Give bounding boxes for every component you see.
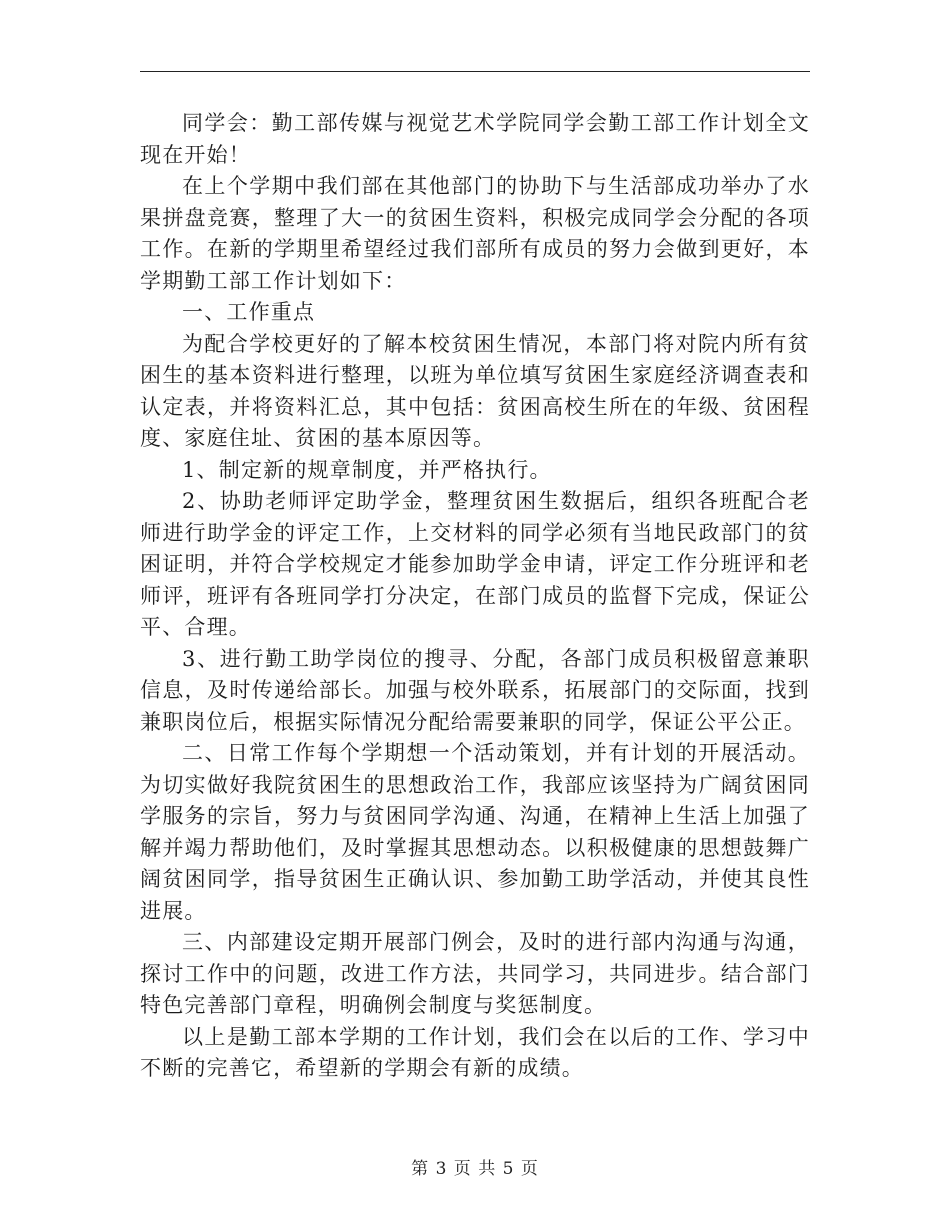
paragraph-focus-body: 为配合学校更好的了解本校贫困生情况，本部门将对院内所有贫困生的基本资料进行整理，以班为单位填写贫困生家庭经济调查表和认定表，并将资料汇总，其中包括：贫困高校生所在的年级、贫困程度、家庭住址、贫困的基本原因等。 [140, 331, 810, 450]
list-item-2: 2、协助老师评定助学金，整理贫困生数据后，组织各班配合老师进行助学金的评定工作，上交材料的同学必须有当地民政部门的贫困证明，并符合学校规定才能参加助学金申请，评定工作分班评和老师评，班评有各班同学打分决定，在部门成员的监督下完成，保证公平、合理。 [140, 489, 810, 639]
page-footer [0, 1154, 950, 1179]
paragraph-intro: 同学会：勤工部传媒与视觉艺术学院同学会勤工部工作计划全文现在开始！ [140, 111, 810, 167]
list-item-1: 1、制定新的规章制度，并严格执行。 [182, 457, 552, 482]
paragraph-last-semester: 在上个学期中我们部在其他部门的协助下与生活部成功举办了水果拼盘竞赛，整理了大一的贫困生资料，积极完成同学会分配的各项工作。在新的学期里希望经过我们部所有成员的努力会做到更好，本学期勤工部工作计划如下： [140, 174, 810, 293]
paragraph-conclusion: 以上是勤工部本学期的工作计划，我们会在以后的工作、学习中不断的完善它，希望新的学期会有新的成绩。 [140, 1024, 810, 1080]
header-rule [140, 71, 810, 72]
section-internal-building: 三、内部建设定期开展部门例会，及时的进行部内沟通与沟通，探讨工作中的问题，改进工作方法，共同学习，共同进步。结合部门特色完善部门章程，明确例会制度与奖惩制度。 [140, 930, 810, 1017]
page-number: 第 3 页 共 5 页 [411, 1159, 539, 1179]
section-heading-focus: 一、工作重点 [182, 300, 316, 324]
document-body [140, 108, 810, 1085]
section-daily-work: 二、日常工作每个学期想一个活动策划，并有计划的开展活动。为切实做好我院贫困生的思想政治工作，我部应该坚持为广阔贫困同学服务的宗旨，努力与贫困同学沟通、沟通，在精神上生活上加强了解并竭力帮助他们，及时掌握其思想动态。以积极健康的思想鼓舞广阔贫困同学，指导贫困生正确认识、参加勤工助学活动，并使其良性进展。 [140, 741, 810, 923]
list-item-3: 3、进行勤工助学岗位的搜寻、分配，各部门成员积极留意兼职信息，及时传递给部长。加强与校外联系，拓展部门的交际面，找到兼职岗位后，根据实际情况分配给需要兼职的同学，保证公平公正。 [140, 646, 810, 734]
